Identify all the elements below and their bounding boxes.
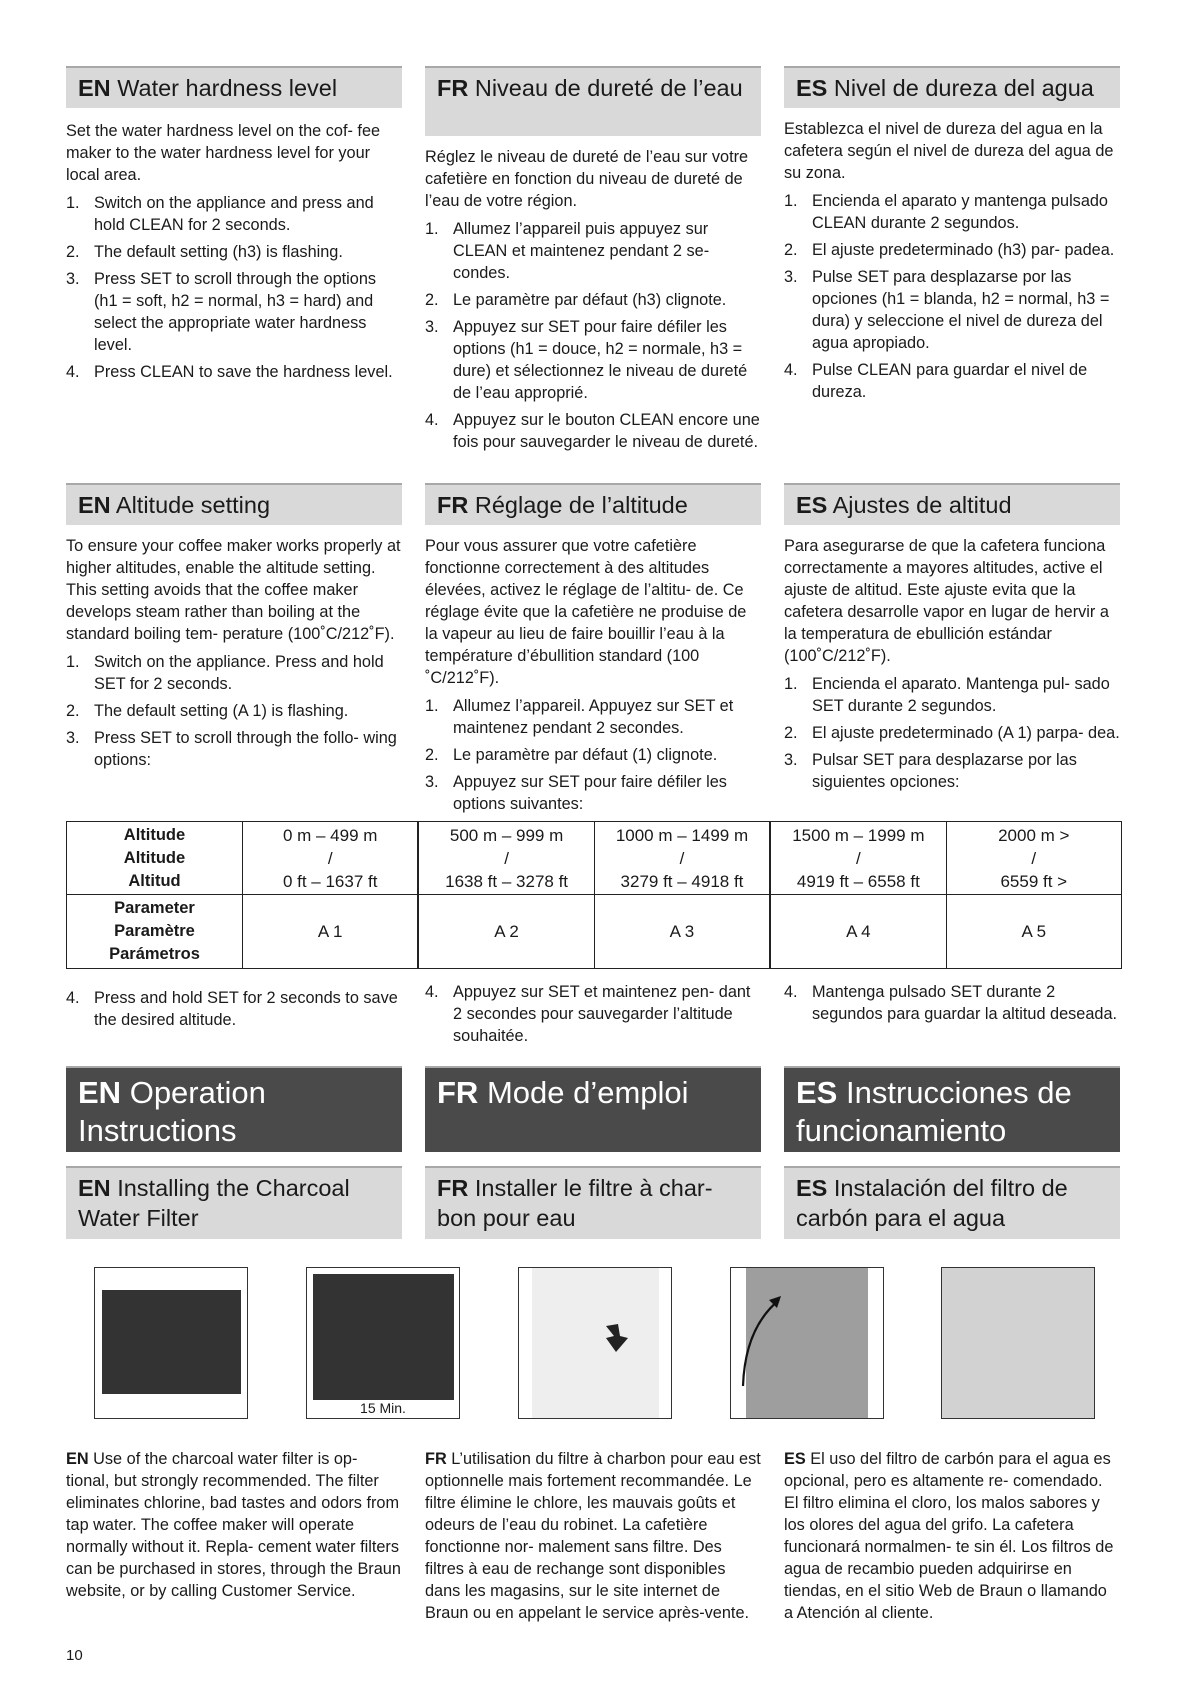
fr-operation-heading: FR Mode d’emploi [425, 1066, 761, 1152]
step: 3. Pulsar SET para desplazarse por las siguientes opciones: [784, 751, 1077, 791]
table-cell: 1500 m – 1999 m / 4919 ft – 6558 ft [770, 822, 946, 895]
figure-2 [306, 1267, 460, 1419]
step: 2. El ajuste predeterminado (A 1) parpa- dea. [784, 724, 1120, 742]
section-heading: ES Nivel de dureza del agua [784, 66, 1120, 108]
intro-text: Para asegurarse de que la cafetera funciona correctamente a mayores altitudes, active el ajuste de altitud. Este ajuste evita que la cafetera desarrolle vapor en lugar de hervir a la temperatura de ebullición estándar (100˚C/212˚F). [784, 537, 1109, 665]
table-cell: 500 m – 999 m / 1638 ft – 3278 ft [418, 822, 594, 895]
steps-list [66, 651, 402, 771]
table-row-label: Parameter Paramètre Parámetros [67, 895, 243, 969]
steps-list [425, 218, 761, 453]
arrow-down-icon [602, 1322, 634, 1354]
table-cell: A 1 [243, 895, 419, 969]
es-hardness-section [784, 66, 1120, 408]
figure-3-panel [532, 1268, 659, 1418]
step: 3. Pulse SET para desplazarse por las opciones (h1 = blanda, h2 = normal, h3 = dura) y seleccione el nivel de dureza del agua apropiado. [784, 268, 1110, 352]
es-altitude-step4 [784, 981, 1120, 1030]
steps-list [425, 695, 761, 815]
fr-hardness-section [425, 66, 761, 458]
es-filter-heading: ES Instalación del filtro de carbón para el agua [784, 1166, 1120, 1239]
en-operation-heading: EN Operation Instructions [66, 1066, 402, 1152]
table-cell: 0 m – 499 m / 0 ft – 1637 ft [243, 822, 419, 895]
es-filter-body: ES El uso del filtro de carbón para el agua es opcional, pero es altamente re- comendado. El filtro elimina el cloro, los malos sabores y los olores del agua del grifo. La cafetera funcionará normalmen- te sin él. Los filtros de agua de recambio pueden adquirirse en tiendas, en el sitio Web de Braun o llamando a Atención al cliente. [784, 1450, 1114, 1622]
step: 2. El ajuste predeterminado (h3) par- padea. [784, 241, 1115, 259]
steps-list [784, 190, 1120, 403]
fr-altitude-step4 [425, 981, 761, 1052]
figure-3 [518, 1267, 672, 1419]
fr-altitude-section [425, 483, 761, 820]
step: 3. Appuyez sur SET pour faire défiler les options (h1 = douce, h2 = normale, h3 = dure) et sélectionnez le niveau de dureté de l’eau approprié. [425, 318, 748, 402]
en-hardness-section [66, 66, 402, 388]
step: 1. Allumez l’appareil puis appuyez sur CLEAN et maintenez pendant 2 se- condes. [425, 220, 710, 282]
step: 3. Press SET to scroll through the options (h1 = soft, h2 = normal, h3 = hard) and select the appropriate water hardness level. [66, 270, 377, 354]
intro-text: Set the water hardness level on the cof- fee maker to the water hardness level for your local area. [66, 122, 381, 184]
step: 1. Allumez l’appareil. Appuyez sur SET et maintenez pendant 2 secondes. [425, 697, 734, 737]
step: 1. Encienda el aparato. Mantenga pul- sado SET durante 2 segundos. [784, 675, 1110, 715]
step: 1. Encienda el aparato y mantenga pulsado CLEAN durante 2 segundos. [784, 192, 1108, 232]
intro-text: Pour vous assurer que votre cafetière fonctionne correctement à des altitudes élevées, activez le réglage de l’altitu- de. Ce réglage évite que la cafetière ne produise de la vapeur au lieu de faire bouillir l’eau à la température d’ébullition standard (100 ˚C/212˚F). [425, 537, 747, 687]
figure-2-caption: 15 Min. [360, 1400, 406, 1416]
step: 3. Appuyez sur SET pour faire défiler les options suivantes: [425, 773, 727, 813]
figure-1-shape [102, 1290, 241, 1394]
es-operation-heading: ES Instrucciones de funcionamiento [784, 1066, 1120, 1152]
en-altitude-step4 [66, 987, 402, 1036]
en-altitude-section [66, 483, 402, 776]
step: 4. Appuyez sur SET et maintenez pen- dant 2 secondes pour sauvegarder l’altitude souhaitée. [425, 983, 751, 1045]
intro-text: Réglez le niveau de dureté de l’eau sur votre cafetière en fonction du niveau de dureté de l’eau de votre région. [425, 148, 749, 210]
step: 4. Press and hold SET for 2 seconds to save the desired altitude. [66, 989, 398, 1029]
step: 4. Appuyez sur le bouton CLEAN encore une fois pour sauvegarder le niveau de dureté. [425, 411, 760, 451]
fr-filter-heading: FR Installer le filtre à char- bon pour eau [425, 1166, 761, 1239]
table-row [67, 895, 1122, 969]
intro-text: Establezca el nivel de dureza del agua en la cafetera según el nivel de dureza del agua de su zona. [784, 120, 1114, 182]
intro-text: To ensure your coffee maker works properly at higher altitudes, enable the altitude setting. This setting avoids that the coffee maker develops steam rather than boiling at the standard boiling tem- perature (100˚C/212˚F). [66, 537, 401, 643]
table-row-label: Altitude Altitude Altitud [67, 822, 243, 895]
table-row [67, 822, 1122, 895]
table-cell: A 5 [946, 895, 1121, 969]
step: 2. Le paramètre par défaut (1) clignote. [425, 746, 718, 764]
step: 3. Press SET to scroll through the follo- wing options: [66, 729, 397, 769]
step: 2. The default setting (h3) is flashing. [66, 243, 343, 261]
steps-list [784, 673, 1120, 793]
section-heading: ES Ajustes de altitud [784, 483, 1120, 525]
table-cell: 2000 m > / 6559 ft > [946, 822, 1121, 895]
section-heading: FR Niveau de dureté de l’eau [425, 66, 761, 136]
table-cell: A 3 [594, 895, 770, 969]
figure-4 [730, 1267, 884, 1419]
step: 4. Mantenga pulsado SET durante 2 segundos para guardar la altitud deseada. [784, 983, 1118, 1023]
steps-list [66, 192, 402, 383]
section-heading: EN Altitude setting [66, 483, 402, 525]
step: 1. Switch on the appliance and press and hold CLEAN for 2 seconds. [66, 194, 374, 234]
figure-5 [941, 1267, 1095, 1419]
figure-2-shape [313, 1274, 454, 1400]
step: 2. The default setting (A 1) is flashing. [66, 702, 349, 720]
es-altitude-section [784, 483, 1120, 798]
step: 4. Press CLEAN to save the hardness level. [66, 363, 393, 381]
table-cell: 1000 m – 1499 m / 3279 ft – 4918 ft [594, 822, 770, 895]
fr-filter-body: FR L’utilisation du filtre à charbon pour eau est optionnelle mais fortement recommandée. Le filtre élimine le chlore, les mauvais goûts et odeurs de l’eau du robinet. La cafetière fonctionne nor- malement sans filtre. Des filtres à eau de rechange sont disponibles dans les magasins, sur le site internet de Braun ou en appelant le service après-vente. [425, 1450, 761, 1622]
section-heading: FR Réglage de l’altitude [425, 483, 761, 525]
en-filter-body: EN Use of the charcoal water filter is op- tional, but strongly recommended. The filter eliminates chlorine, bad tastes and odors from tap water. The coffee maker will operate normally without it. Repla- cement water filters can be purchased in stores, through the Braun website, or by calling Customer Service. [66, 1450, 401, 1600]
figure-1 [94, 1267, 248, 1419]
step: 2. Le paramètre par défaut (h3) clignote. [425, 291, 727, 309]
table-cell: A 2 [418, 895, 594, 969]
step: 4. Pulse CLEAN para guardar el nivel de dureza. [784, 361, 1088, 401]
page-number: 10 [66, 1647, 83, 1664]
altitude-table [66, 821, 1122, 969]
en-filter-heading: EN Installing the Charcoal Water Filter [66, 1166, 402, 1239]
step: 1. Switch on the appliance. Press and hold SET for 2 seconds. [66, 653, 384, 693]
curved-arrow-icon [731, 1268, 885, 1420]
section-heading: EN Water hardness level [66, 66, 402, 108]
table-cell: A 4 [770, 895, 946, 969]
